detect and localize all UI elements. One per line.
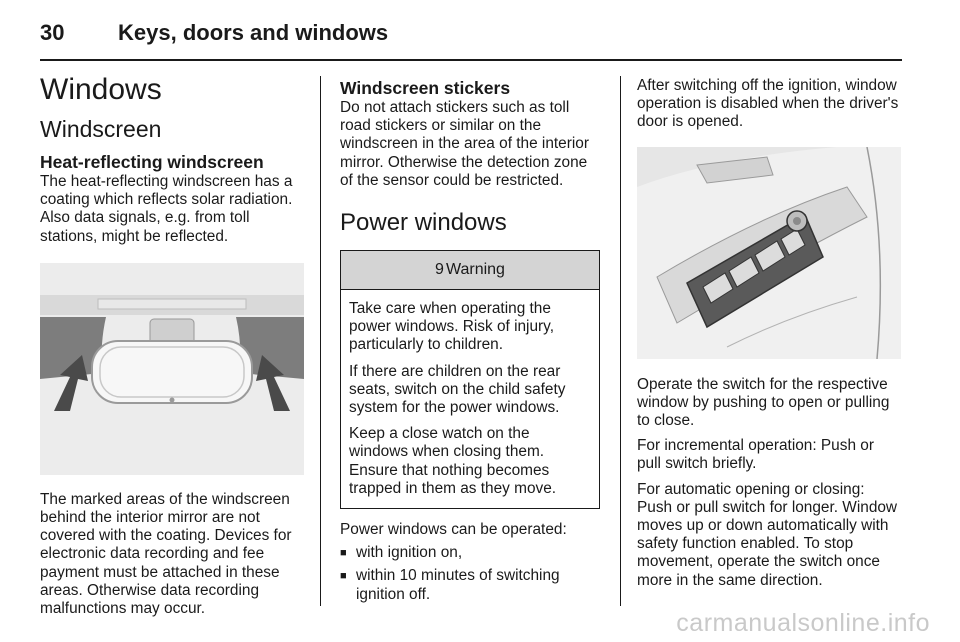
subsection-title-power-windows: Power windows [340, 209, 507, 237]
column-2 [340, 72, 604, 604]
paragraph-incremental: For incremental operation: Push or pull switch briefly. [637, 437, 874, 473]
list-item: ■ with ignition on, [340, 544, 604, 562]
watermark: carmanualsonline.info [676, 609, 930, 637]
chapter-title: Keys, doors and windows [118, 20, 389, 45]
warning-text-2: If there are children on the rear seats, switch on the child safety system for the power windows. [349, 362, 566, 417]
warning-box [340, 250, 600, 509]
column-divider-2 [620, 76, 621, 606]
section-title-windows: Windows [40, 73, 162, 106]
page-header [40, 20, 902, 56]
paragraph-operated: Power windows can be operated: [340, 521, 567, 539]
door-panel-illustration [637, 147, 901, 359]
paragraph-after-ignition: After switching off the ignition, window operation is disabled when the driver's door is opened. [637, 77, 899, 131]
warning-header [341, 251, 599, 290]
paragraph-stickers: Do not attach stickers such as toll road stickers or similar on the windscreen in the area of the interior mirror. Otherwise the detection zone of the sensor could be restricted. [340, 99, 589, 189]
column-1 [40, 72, 304, 618]
warning-text-3: Keep a close watch on the windows when closing them. Ensure that nothing becomes trapped in them as they move. [349, 425, 557, 497]
heading-windscreen-stickers: Windscreen stickers [340, 78, 511, 98]
subsection-title-windscreen: Windscreen [40, 116, 162, 142]
mirror-illustration [40, 263, 304, 475]
warning-triangle-icon: 9 [435, 261, 444, 279]
paragraph-automatic: For automatic opening or closing: Push or pull switch for longer. Window moves up or down automatically with safety function enabled. To stop movement, operate the switch once more in the same direction. [637, 480, 898, 589]
page-number: 30 [40, 20, 65, 45]
list-item: ■ within 10 minutes of switching ignition off. [340, 567, 604, 603]
header-rule [40, 59, 902, 61]
column-divider-1 [320, 76, 321, 606]
paragraph-operate-switch: Operate the switch for the respective window by pushing to open or pulling to close. [637, 375, 890, 430]
figure-interior-mirror [40, 263, 304, 475]
bullet-list [340, 544, 604, 604]
warning-title: Warning [445, 261, 505, 279]
heading-heat-reflecting: Heat-reflecting windscreen [40, 152, 264, 172]
figure-door-switches [637, 147, 901, 359]
paragraph-marked-areas: The marked areas of the windscreen behind the interior mirror are not covered with the coating. Devices for electronic data recording and fee payment must be attached in these areas. Otherwise data recording malfunctions may occur. [40, 490, 292, 618]
warning-body [341, 290, 599, 508]
warning-text-1: Take care when operating the power windows. Risk of injury, particularly to children. [349, 300, 554, 354]
column-3 [637, 72, 901, 590]
paragraph-heat-reflecting: The heat-reflecting windscreen has a coating which reflects solar radiation. Also data signals, e.g. from toll stations, might be reflected. [40, 173, 293, 245]
